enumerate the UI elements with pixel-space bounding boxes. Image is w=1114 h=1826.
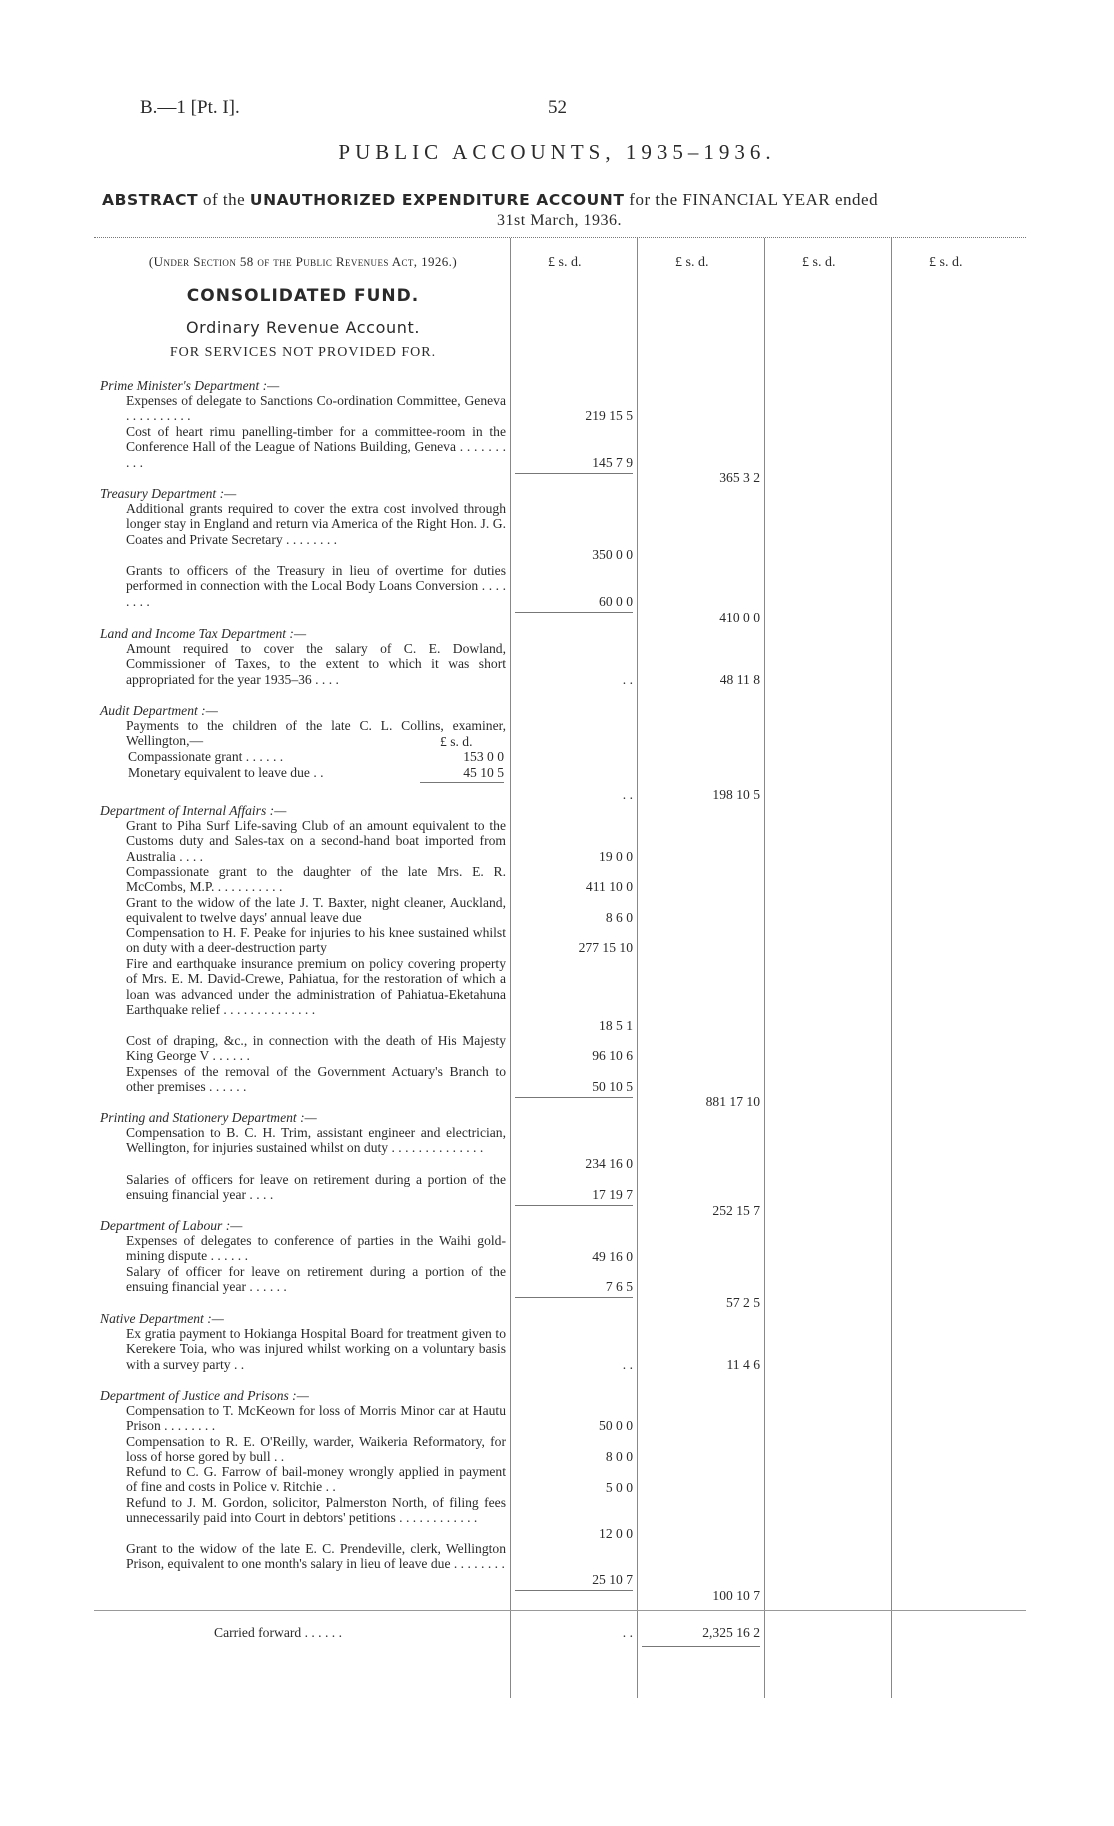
money-column-head-1: £ s. d. — [548, 255, 582, 270]
dept-heading-treasury: Treasury Department :— — [100, 486, 237, 501]
sub-item-amount: 45 10 5 — [463, 765, 504, 780]
line-item: Amount required to cover the salary of C. E. Dowland, Commissioner of Taxes, to the extent to which it was short appropriated for the year 1935–36 . . . . — [126, 641, 506, 687]
abstract-of: of the — [202, 190, 246, 209]
line-item: Grant to Piha Surf Life-saving Club of an amount equivalent to the Customs duty and Sales-tax on a second-hand boat imported from Australia . . . . — [126, 818, 506, 864]
document-reference: B.—1 [Pt. I]. — [140, 97, 240, 118]
subtotal-rule — [515, 1590, 633, 1591]
item-amount: 49 16 0 — [592, 1249, 633, 1264]
item-amount: 350 0 0 — [592, 547, 633, 562]
line-item: Additional grants required to cover the extra cost involved through longer stay in England and return via America of the Right Hon. J. G. Coates and Private Secretary . . . . . . . . — [126, 501, 506, 547]
table-top-rule — [94, 237, 1026, 238]
line-item: Compassionate grant to the daughter of the late Mrs. E. R. McCombs, M.P. . . . . . . . . . . — [126, 864, 506, 895]
sub-item-amount: 153 0 0 — [463, 749, 504, 764]
line-item: Cost of draping, &c., in connection with the death of His Majesty King George V . . . . . . — [126, 1033, 506, 1064]
item-amount: 411 10 0 — [585, 879, 633, 894]
line-item: Compensation to H. F. Peake for injuries to his knee sustained whilst on duty with a deer-destruction party — [126, 925, 506, 956]
item-amount: 7 6 5 — [605, 1279, 633, 1294]
item-amount: . . — [622, 1357, 633, 1372]
item-amount: 17 19 7 — [592, 1187, 633, 1202]
dept-total: 100 10 7 — [712, 1588, 760, 1603]
column-divider — [637, 238, 638, 1698]
legal-authority: (Under Section 58 of the Public Revenues Act, 1926.) — [148, 254, 458, 269]
subtotal-rule — [515, 1097, 633, 1098]
item-amount: 8 0 0 — [605, 1449, 633, 1464]
line-item: Expenses of delegates to conference of parties in the Waihi gold-mining dispute . . . . . . — [126, 1233, 506, 1264]
subtotal-rule — [515, 612, 633, 613]
abstract-rest: for the FINANCIAL YEAR ended — [629, 190, 879, 209]
item-amount: 18 5 1 — [599, 1018, 633, 1033]
abstract-word: ABSTRACT — [102, 191, 199, 209]
page-title: PUBLIC ACCOUNTS, 1935–1936. — [338, 140, 776, 164]
line-item: Compensation to T. McKeown for loss of Morris Minor car at Hautu Prison . . . . . . . . — [126, 1403, 506, 1434]
money-column-head-3: £ s. d. — [802, 255, 836, 270]
sub-item-label: Monetary equivalent to leave due . . — [128, 765, 324, 780]
abstract-date: 31st March, 1936. — [497, 212, 622, 229]
carried-rule — [94, 1610, 1026, 1611]
item-amount: 219 15 5 — [585, 408, 633, 423]
fund-title: CONSOLIDATED FUND. — [186, 286, 420, 306]
dept-heading-native: Native Department :— — [100, 1311, 224, 1326]
dept-total: 198 10 5 — [712, 787, 760, 802]
carried-forward-label: Carried forward . . . . . . — [214, 1625, 342, 1640]
dept-heading-land-tax: Land and Income Tax Department :— — [100, 626, 307, 641]
money-column-head-4: £ s. d. — [929, 255, 963, 270]
dept-heading-printing: Printing and Stationery Department :— — [100, 1110, 317, 1125]
line-item: Compensation to B. C. H. Trim, assistant engineer and electrician, Wellington, for injuries sustained whilst on duty . . . . . . . . . . . . . . — [126, 1125, 506, 1156]
line-item: Payments to the children of the late C. L. Collins, examiner, Wellington,— — [126, 718, 506, 749]
dept-heading-justice: Department of Justice and Prisons :— — [100, 1388, 309, 1403]
column-divider — [891, 238, 892, 1698]
line-item: Expenses of delegate to Sanctions Co-ordination Committee, Geneva . . . . . . . . . . — [126, 393, 506, 424]
subtotal-rule — [515, 473, 633, 474]
item-amount: 8 6 0 — [605, 910, 633, 925]
item-amount: 60 0 0 — [599, 594, 633, 609]
dept-heading-prime-minister: Prime Minister's Department :— — [100, 378, 280, 393]
sub-total-rule — [420, 782, 504, 783]
account-subtitle: Ordinary Revenue Account. — [185, 318, 421, 337]
column-divider — [764, 238, 765, 1698]
sub-item-label: Compassionate grant . . . . . . — [128, 749, 284, 764]
item-amount: 145 7 9 — [592, 455, 633, 470]
item-amount: 12 0 0 — [599, 1526, 633, 1541]
line-item: Expenses of the removal of the Government Actuary's Branch to other premises . . . . . . — [126, 1064, 506, 1095]
item-amount: 277 15 10 — [578, 940, 633, 955]
item-amount: 50 0 0 — [599, 1418, 633, 1433]
dept-total: 410 0 0 — [719, 610, 760, 625]
money-column-head-2: £ s. d. — [675, 255, 709, 270]
line-item: Grants to officers of the Treasury in lieu of overtime for duties performed in connection with the Local Body Loans Conversion . . . . . . . . — [126, 563, 506, 609]
total-rule — [642, 1646, 760, 1647]
line-item: Refund to J. M. Gordon, solicitor, Palmerston North, of filing fees unnecessarily paid into Court in debtors' petitions . . . . . . . . . . . . — [126, 1495, 506, 1526]
account-name: UNAUTHORIZED EXPENDITURE ACCOUNT — [249, 191, 625, 209]
item-amount: 5 0 0 — [605, 1480, 633, 1495]
subtotal-rule — [515, 1205, 633, 1206]
dept-total: 11 4 6 — [726, 1357, 760, 1372]
subtotal-rule — [515, 1297, 633, 1298]
line-item: Salary of officer for leave on retirement during a portion of the ensuing financial year . . . . . . — [126, 1264, 506, 1295]
line-item: Compensation to R. E. O'Reilly, warder, Waikeria Reformatory, for loss of horse gored by bull . . — [126, 1434, 506, 1465]
dept-total: 48 11 8 — [719, 672, 760, 687]
abstract-heading — [102, 190, 1017, 230]
line-item: Cost of heart rimu panelling-timber for a committee-room in the Conference Hall of the League of Nations Building, Geneva . . . . . . . . . . — [126, 424, 506, 470]
dept-heading-labour: Department of Labour :— — [100, 1218, 243, 1233]
carried-forward-col1: . . — [622, 1625, 633, 1640]
item-amount: . . — [622, 787, 633, 802]
line-item: Refund to C. G. Farrow of bail-money wrongly applied in payment of fine and costs in Police v. Ritchie . . — [126, 1464, 506, 1495]
line-item: Grant to the widow of the late J. T. Baxter, night cleaner, Auckland, equivalent to twelve days' annual leave due — [126, 895, 506, 926]
services-heading: FOR SERVICES NOT PROVIDED FOR. — [169, 345, 437, 360]
column-divider — [510, 238, 511, 1698]
line-item: Fire and earthquake insurance premium on policy covering property of Mrs. E. M. David-Crewe, Pahiatua, for the restoration of which a loan was advanced under the administration of Pahiatua-Eketahuna Earthquake relief . . . . . . . . . . . . . . — [126, 956, 506, 1017]
dept-total: 365 3 2 — [719, 470, 760, 485]
carried-forward-total: 2,325 16 2 — [702, 1625, 760, 1640]
page-number: 52 — [548, 97, 567, 118]
item-amount: 50 10 5 — [592, 1079, 633, 1094]
dept-total: 57 2 5 — [726, 1295, 760, 1310]
item-amount: 96 10 6 — [592, 1048, 633, 1063]
item-amount: 25 10 7 — [592, 1572, 633, 1587]
dept-heading-internal-affairs: Department of Internal Affairs :— — [100, 803, 287, 818]
item-amount: 19 0 0 — [599, 849, 633, 864]
line-item: Salaries of officers for leave on retirement during a portion of the ensuing financial year . . . . — [126, 1172, 506, 1203]
item-amount: 234 16 0 — [585, 1156, 633, 1171]
item-amount: . . — [622, 672, 633, 687]
dept-total: 881 17 10 — [705, 1094, 760, 1109]
sub-amount-head: £ s. d. — [440, 734, 473, 749]
dept-total: 252 15 7 — [712, 1203, 760, 1218]
line-item: Grant to the widow of the late E. C. Prendeville, clerk, Wellington Prison, equivalent to one month's salary in lieu of leave due . . . . . . . . — [126, 1541, 506, 1572]
dept-heading-audit: Audit Department :— — [100, 703, 218, 718]
line-item: Ex gratia payment to Hokianga Hospital Board for treatment given to Kerekere Toia, who was injured whilst working on a voluntary basis with a survey party . . — [126, 1326, 506, 1372]
